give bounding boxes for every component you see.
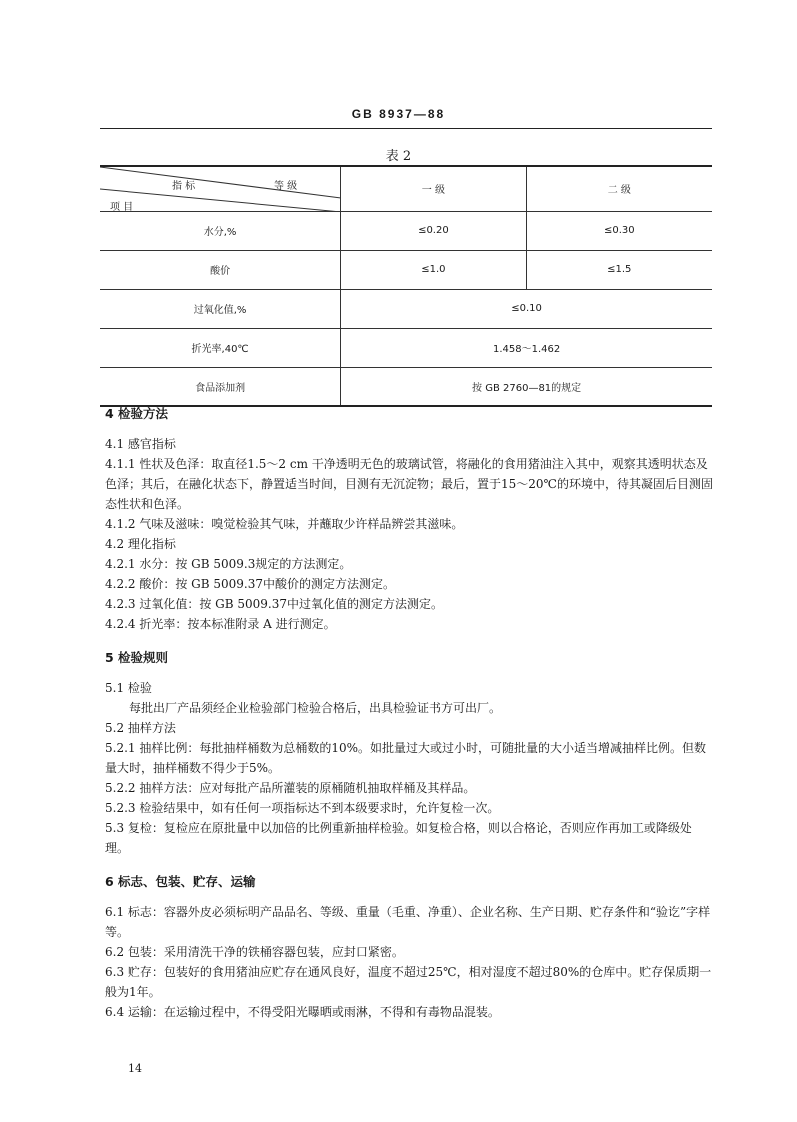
clause-paragraph: 4.2.3 过氧化值：按 GB 5009.37中过氧化值的测定方法测定。 [105, 597, 444, 611]
clause-paragraph: 4.1.1 性状及色泽：取直径1.5～2 cm 干净透明无色的玻璃试管，将融化的食用猪油注入其中，观察其透明状态及色泽；其后，在融化状态下，静置适当时间，目测有无沉淀物；最后，置于15～20℃的环境中，待其凝固后目测固态性状和色泽。 [105, 457, 713, 511]
col-header-grade1: 一 级 [341, 166, 526, 211]
table-row [100, 250, 712, 289]
clause-heading: 4.2 理化指标 [105, 537, 176, 551]
corner-grade-label: 等 级 [274, 181, 298, 192]
clause-paragraph: 4.1.2 气味及滋味：嗅觉检验其气味，并蘸取少许样品辨尝其滋味。 [105, 517, 464, 531]
row-name: 过氧化值,% [100, 289, 341, 328]
row-name: 食品添加剂 [100, 367, 341, 406]
clause-paragraph: 每批出厂产品须经企业检验部门检验合格后，出具检验证书方可出厂。 [129, 701, 502, 715]
row-grade1-value: ≤1.0 [341, 250, 526, 289]
spec-table [100, 165, 712, 407]
corner-item-label: 项 目 [110, 202, 134, 213]
page-number: 14 [128, 1062, 142, 1075]
clause-paragraph: 4.2.2 酸价：按 GB 5009.37中酸价的测定方法测定。 [105, 577, 396, 591]
clause-paragraph: 5.2.2 抽样方法：应对每批产品所灌装的原桶随机抽取样桶及其样品。 [105, 781, 476, 795]
table-row [100, 328, 712, 367]
row-name: 折光率,40℃ [100, 328, 341, 367]
clause-heading: 5.1 检验 [105, 681, 152, 695]
row-grade2-value: ≤1.5 [526, 250, 712, 289]
row-merged-value: 1.458～1.462 [341, 328, 712, 367]
table-corner-cell [100, 166, 341, 211]
diagonal-lines [100, 167, 341, 212]
clause-paragraph: 6.1 标志：容器外皮必须标明产品品名、等级、重量（毛重、净重）、企业名称、生产日期、贮存条件和“验讫”字样等。 [105, 905, 711, 939]
clause-heading: 4.1 感官指标 [105, 437, 176, 451]
header-rule [100, 128, 712, 129]
clause-paragraph: 5.3 复检：复检应在原批量中以加倍的比例重新抽样检验。如复检合格，则以合格论，否则应作再加工或降级处理。 [105, 821, 692, 855]
row-grade2-value: ≤0.30 [526, 211, 712, 250]
clause-paragraph: 5.2.1 抽样比例：每批抽样桶数为总桶数的10%。如批量过大或过小时，可随批量的大小适当增减抽样比例。但数量大时，抽样桶数不得少于5%。 [105, 741, 707, 775]
row-name: 酸价 [100, 250, 341, 289]
table-header-row [100, 166, 712, 211]
row-name: 水分,% [100, 211, 341, 250]
section-title: 6 标志、包装、贮存、运输 [105, 874, 256, 889]
table-row [100, 211, 712, 250]
table-caption: 表 2 [385, 149, 412, 164]
clause-paragraph: 4.2.4 折光率：按本标准附录 A 进行测定。 [105, 617, 336, 631]
clause-heading: 5.2 抽样方法 [105, 721, 176, 735]
clause-paragraph: 5.2.3 检验结果中，如有任何一项指标达不到本级要求时，允许复检一次。 [105, 801, 500, 815]
row-grade1-value: ≤0.20 [341, 211, 526, 250]
section-title: 4 检验方法 [105, 406, 169, 421]
page-header: GB 8937—88 [351, 107, 446, 121]
document-body [105, 404, 715, 1022]
table-row [100, 367, 712, 406]
corner-indicator-label: 指 标 [172, 181, 196, 192]
clause-paragraph: 6.4 运输：在运输过程中，不得受阳光曝晒或雨淋，不得和有毒物品混装。 [105, 1005, 500, 1019]
row-merged-value: ≤0.10 [341, 289, 712, 328]
row-merged-value: 按 GB 2760—81的规定 [341, 367, 712, 406]
clause-paragraph: 6.3 贮存：包装好的食用猪油应贮存在通风良好，温度不超过25℃，相对湿度不超过80%的仓库中。贮存保质期一般为1年。 [105, 965, 712, 999]
clause-paragraph: 4.2.1 水分：按 GB 5009.3规定的方法测定。 [105, 557, 352, 571]
table-row [100, 289, 712, 328]
col-header-grade2: 二 级 [526, 166, 712, 211]
clause-paragraph: 6.2 包装：采用清洗干净的铁桶容器包装，应封口紧密。 [105, 945, 404, 959]
section-title: 5 检验规则 [105, 650, 169, 665]
